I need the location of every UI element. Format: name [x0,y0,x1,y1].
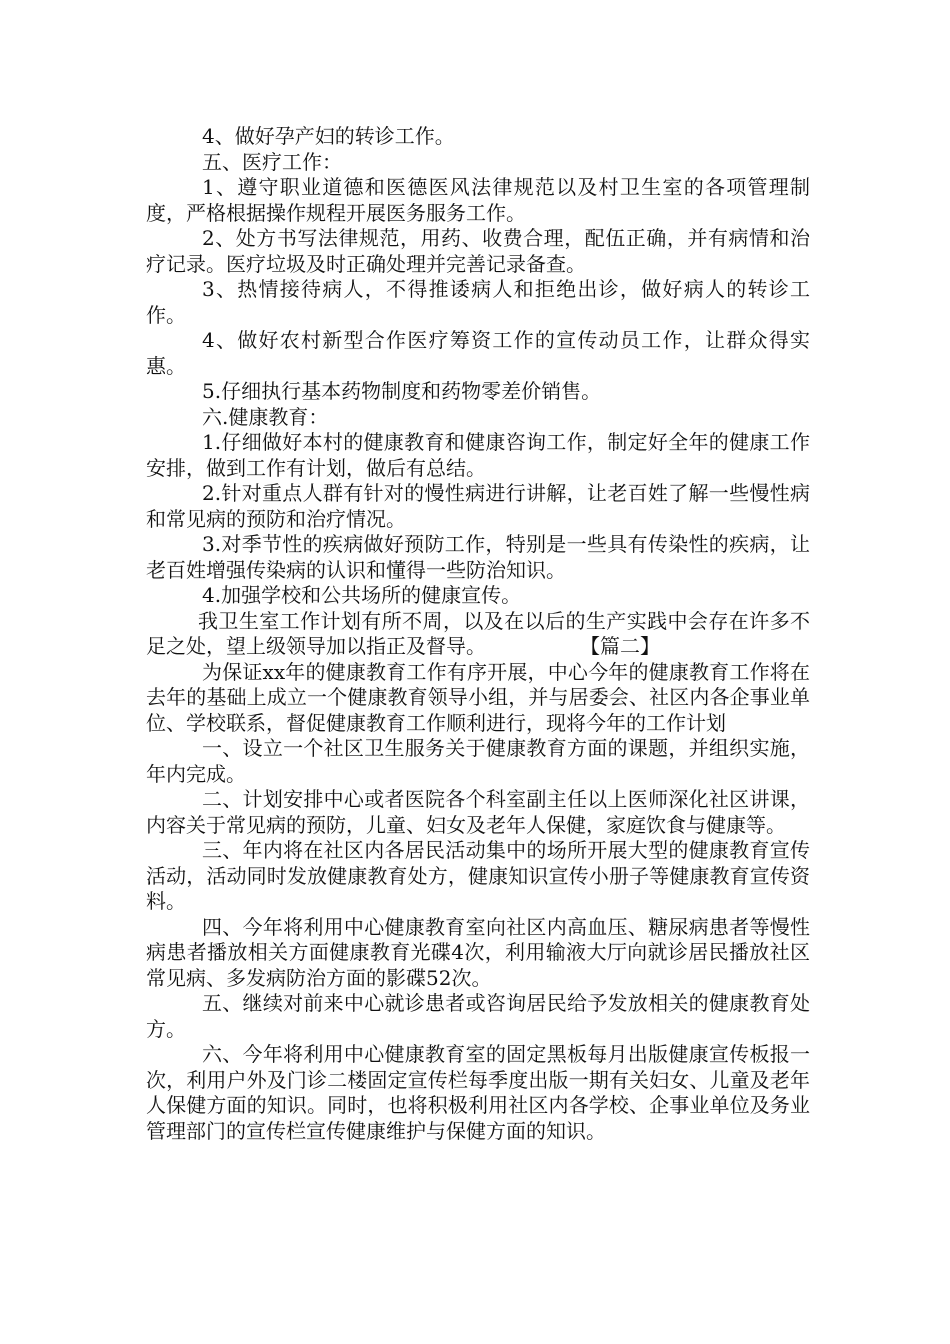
paragraph: 三、年内将在社区内各居民活动集中的场所开展大型的健康教育宣传活动，活动同时发放健康教育处方，健康知识宣传小册子等健康教育宣传资料。 [146,838,810,913]
closing-paragraph [146,609,810,660]
paragraph: 2、处方书写法律规范，用药、收费合理，配伍正确，并有病情和治疗记录。医疗垃圾及时正确处理并完善记录备查。 [146,226,810,276]
section-heading-medical: 五、医疗工作： [202,149,342,174]
paragraph: 四、今年将利用中心健康教育室向社区内高血压、糖尿病患者等慢性病患者播放相关方面健康教育光碟4次，利用输液大厅向就诊居民播放社区常见病、多发病防治方面的影碟52次。 [146,914,810,990]
paragraph: 5.仔细执行基本药物制度和药物零差价销售。 [202,379,602,403]
paragraph: 4.加强学校和公共场所的健康宣传。 [202,583,522,607]
section-marker: 【篇二】 [580,634,660,658]
section-heading-health-education: 六.健康教育： [202,404,329,429]
paragraph: 3、热情接待病人，不得推诿病人和拒绝出诊，做好病人的转诊工作。 [146,277,810,327]
paragraph: 3.对季节性的疾病做好预防工作，特别是一些具有传染性的疾病，让老百姓增强传染病的认识和懂得一些防治知识。 [146,532,810,582]
paragraph: 4、做好农村新型合作医疗筹资工作的宣传动员工作，让群众得实惠。 [146,328,810,378]
document-body [146,124,810,1144]
paragraph: 1.仔细做好本村的健康教育和健康咨询工作，制定好全年的健康工作安排，做到工作有计划，做后有总结。 [146,430,810,480]
paragraph: 二、计划安排中心或者医院各个科室副主任以上医师深化社区讲课，内容关于常见病的预防，儿童、妇女及老年人保健，家庭饮食与健康等。 [146,787,810,837]
paragraph: 五、继续对前来中心就诊患者或咨询居民给予发放相关的健康教育处方。 [146,991,810,1041]
paragraph: 1、遵守职业道德和医德医风法律规范以及村卫生室的各项管理制度，严格根据操作规程开展医务服务工作。 [146,175,810,225]
paragraph: 为保证xx年的健康教育工作有序开展，中心今年的健康教育工作将在去年的基础上成立一个健康教育领导小组，并与居委会、社区内各企事业单位、学校联系，督促健康教育工作顺利进行，现将今年的工作计划 [146,659,810,735]
paragraph: 4、做好孕产妇的转诊工作。 [202,124,455,148]
paragraph: 六、今年将利用中心健康教育室的固定黑板每月出版健康宣传板报一次，利用户外及门诊二楼固定宣传栏每季度出版一期有关妇女、儿童及老年人保健方面的知识。同时，也将积极利用社区内各学校、企事业单位及务业管理部门的宣传栏宣传健康维护与保健方面的知识。 [146,1042,810,1143]
closing-text: 我卫生室工作计划有所不周，以及在以后的生产实践中会存在许多不足之处，望上级领导加以指正及督导。 [146,608,810,658]
paragraph: 2.针对重点人群有针对的慢性病进行讲解，让老百姓了解一些慢性病和常见病的预防和治疗情况。 [146,481,810,531]
paragraph: 一、设立一个社区卫生服务关于健康教育方面的课题，并组织实施，年内完成。 [146,736,810,786]
